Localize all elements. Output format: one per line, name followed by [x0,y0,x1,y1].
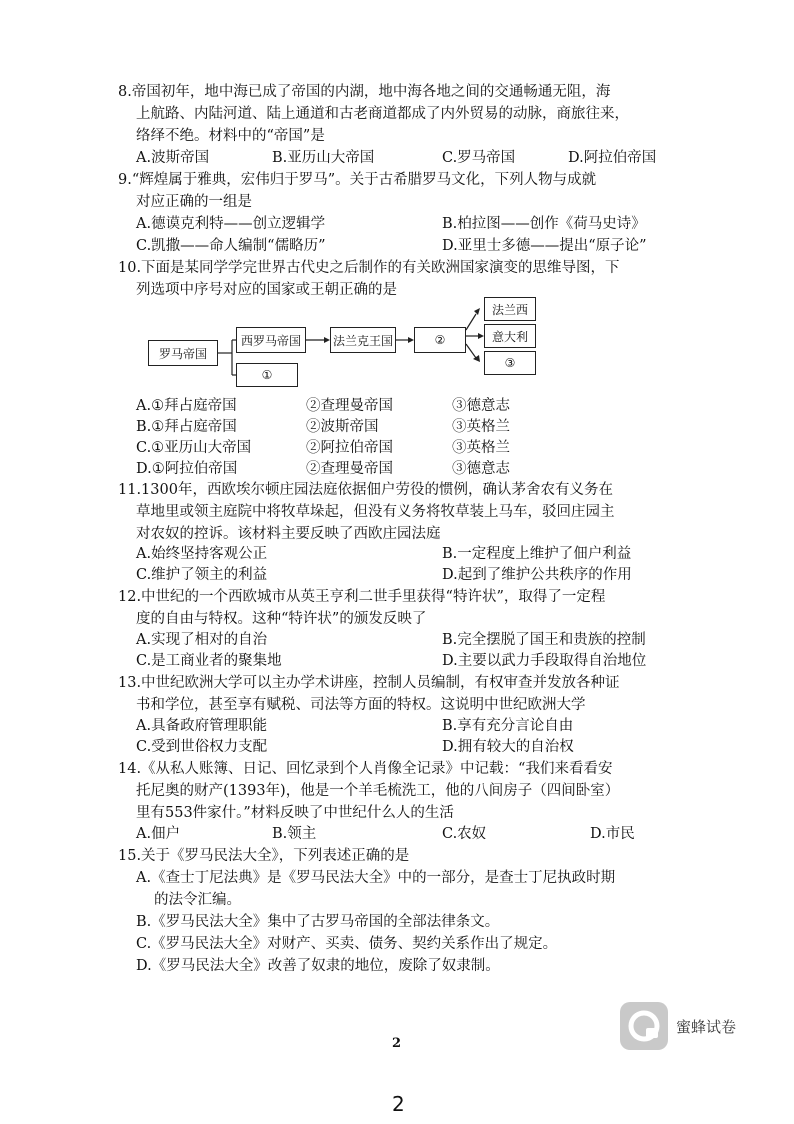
mindmap-node-western-roman-empire: 西罗马帝国 [236,327,306,353]
q10-option-d-3: ③德意志 [452,461,510,477]
q9-option-b: B.柏拉图——创作《荷马史诗》 [442,216,646,232]
q9-option-a: A.德谟克利特——创立逻辑学 [136,216,326,232]
q10-option-b-3: ③英格兰 [452,419,510,435]
q13-option-d: D.拥有较大的自治权 [442,739,574,755]
q10-mindmap-connectors [0,0,794,400]
brand-logo-text: 蜜蜂试卷 [676,1018,737,1036]
q8-stem-line-2: 上航路、内陆河道、陆上通道和古老商道都成了内外贸易的动脉，商旅往来， [136,106,629,122]
q10-option-b-1: B.①拜占庭帝国 [136,419,237,435]
q11-stem-line-2: 草地里或领主庭院中将牧草垛起，但没有义务将牧草装上马车，驳回庄园主 [136,504,615,520]
q14-stem-line-1: 14.《从私人账簿、日记、回忆录到个人肖像全记录》中记载：“我们来看看安 [118,761,613,777]
q10-option-c-3: ③英格兰 [452,440,510,456]
q11-option-a: A.始终坚持客观公正 [136,546,268,562]
q13-option-a: A.具备政府管理职能 [136,718,268,734]
q10-option-d-2: ②查理曼帝国 [306,461,393,477]
mindmap-node-italy: 意大利 [484,324,536,348]
page-number-small: 2 [392,1036,402,1051]
brand-logo-icon [620,1002,668,1050]
q9-stem-line-1: 9.“辉煌属于雅典，宏伟归于罗马”。关于古希腊罗马文化，下列人物与成就 [118,172,597,188]
q9-option-c: C.凯撒——命人编制“儒略历” [136,238,326,254]
q13-option-c: C.受到世俗权力支配 [136,739,268,755]
mindmap-node-circle-2: ② [414,327,466,353]
q12-stem-line-2: 度的自由与特权。这种“特许状”的颁发反映了 [136,611,427,627]
mindmap-node-circle-3: ③ [484,351,536,375]
q15-option-c: C.《罗马民法大全》对财产、买卖、债务、契约关系作出了规定。 [136,936,558,952]
q12-option-b: B.完全摆脱了国王和贵族的控制 [442,632,646,648]
q12-option-d: D.主要以武力手段取得自治地位 [442,653,647,669]
q10-stem-line-1: 10.下面是某同学学完世界古代史之后制作的有关欧洲国家演变的思维导图，下 [118,260,620,276]
q15-option-a-line-1: A.《查士丁尼法典》是《罗马民法大全》中的一部分，是查士丁尼执政时期 [136,870,616,886]
q12-option-c: C.是工商业者的聚集地 [136,653,282,669]
page-number-large: 2 [392,1092,405,1116]
q8-option-c: C.罗马帝国 [442,150,516,166]
q10-option-c-1: C.①亚历山大帝国 [136,440,252,456]
q15-option-a-line-2: 的法令汇编。 [154,892,241,908]
q11-option-b: B.一定程度上维护了佃户利益 [442,546,632,562]
q12-option-a: A.实现了相对的自治 [136,632,268,648]
q9-stem-line-2: 对应正确的一组是 [136,194,252,210]
q10-stem-line-2: 列选项中序号对应的国家或王朝正确的是 [136,282,397,298]
q10-option-c-2: ②阿拉伯帝国 [306,440,393,456]
q15-option-b: B.《罗马民法大全》集中了古罗马帝国的全部法律条文。 [136,914,500,930]
q15-stem-line-1: 15.关于《罗马民法大全》，下列表述正确的是 [118,848,410,864]
q12-stem-line-1: 12.中世纪的一个西欧城市从英王亨利二世手里获得“特许状”，取得了一定程 [118,589,606,605]
q9-option-d: D.亚里士多德——提出“原子论” [442,238,647,254]
q11-stem-line-1: 11.1300年，西欧埃尔顿庄园法庭依据佃户劳役的惯例，确认茅舍农有义务在 [118,482,613,498]
q10-option-a-3: ③德意志 [452,398,510,414]
q10-option-a-2: ②查理曼帝国 [306,398,393,414]
q11-option-d: D.起到了维护公共秩序的作用 [442,567,632,583]
mindmap-node-france: 法兰西 [484,297,536,321]
q14-option-c: C.农奴 [442,826,487,842]
q8-stem-line-1: 8.帝国初年，地中海已成了帝国的内湖，地中海各地之间的交通畅通无阻，海 [118,84,611,100]
mindmap-node-circle-1: ① [236,363,298,387]
q8-option-b: B.亚历山大帝国 [272,150,375,166]
q8-option-d: D.阿拉伯帝国 [568,150,657,166]
q13-stem-line-1: 13.中世纪欧洲大学可以主办学术讲座，控制人员编制，有权审查并发放各种证 [118,675,620,691]
q8-option-a: A.波斯帝国 [136,150,210,166]
mindmap-node-frankish-kingdom: 法兰克王国 [330,327,396,353]
q15-option-d: D.《罗马民法大全》改善了奴隶的地位，废除了奴隶制。 [136,958,500,974]
q8-stem-line-3: 络绎不绝。材料中的“帝国”是 [136,128,325,144]
q10-option-a-1: A.①拜占庭帝国 [136,398,237,414]
q14-option-a: A.佃户 [136,826,181,842]
q10-option-d-1: D.①阿拉伯帝国 [136,461,238,477]
q10-option-b-2: ②波斯帝国 [306,419,379,435]
q11-option-c: C.维护了领主的利益 [136,567,268,583]
q14-option-d: D.市民 [590,826,635,842]
q14-option-b: B.领主 [272,826,317,842]
mindmap-root-roman-empire: 罗马帝国 [148,340,218,366]
q13-option-b: B.享有充分言论自由 [442,718,574,734]
q13-stem-line-2: 书和学位，甚至享有赋税、司法等方面的特权。这说明中世纪欧洲大学 [136,697,586,713]
q14-stem-line-2: 托尼奥的财产(1393年)，他是一个羊毛梳洗工，他的八间房子（四间卧室） [136,783,620,799]
q11-stem-line-3: 对农奴的控诉。该材料主要反映了西欧庄园法庭 [136,526,441,542]
q14-stem-line-3: 里有553件家什。”材料反映了中世纪什么人的生活 [136,805,454,821]
